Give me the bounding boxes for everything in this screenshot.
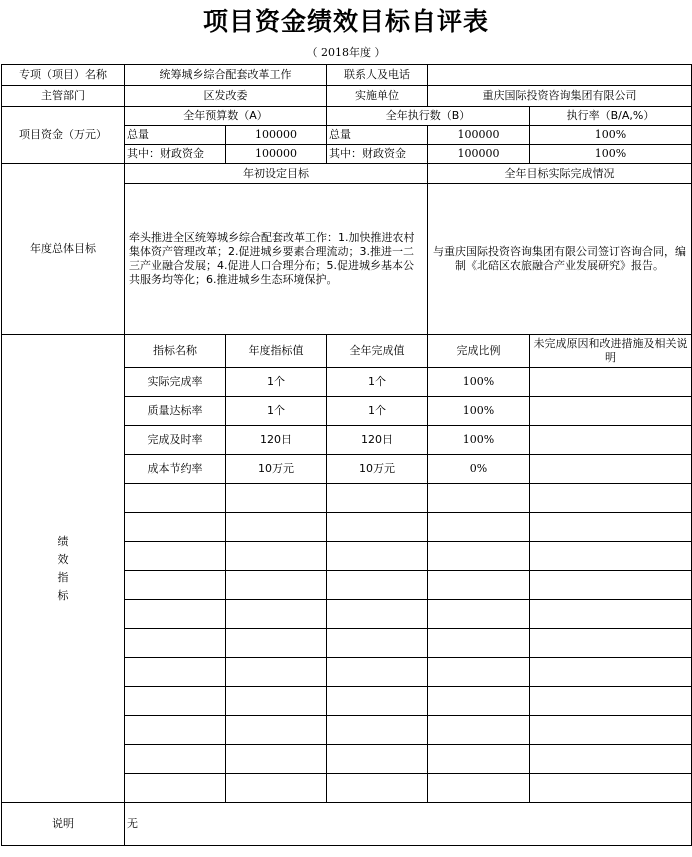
indicator-actual-header: 全年完成值	[327, 335, 428, 368]
empty-cell	[530, 600, 692, 629]
empty-cell	[125, 513, 226, 542]
empty-cell	[327, 716, 428, 745]
total-exec-value: 100000	[428, 126, 530, 145]
empty-cell	[428, 687, 530, 716]
indicator-name: 成本节约率	[125, 455, 226, 484]
annual-goal-label: 年度总体目标	[2, 164, 125, 335]
empty-cell	[226, 658, 327, 687]
empty-cell	[125, 484, 226, 513]
department-row	[2, 86, 692, 107]
empty-cell	[428, 600, 530, 629]
empty-cell	[125, 542, 226, 571]
empty-cell	[530, 774, 692, 803]
empty-cell	[125, 600, 226, 629]
indicator-actual: 10万元	[327, 455, 428, 484]
empty-cell	[226, 745, 327, 774]
empty-cell	[327, 687, 428, 716]
total-budget-value: 100000	[226, 126, 327, 145]
indicator-ratio: 100%	[428, 426, 530, 455]
project-name-row	[2, 65, 692, 86]
empty-cell	[125, 571, 226, 600]
contact-value	[428, 65, 692, 86]
empty-cell	[327, 658, 428, 687]
goal-set-text: 牵头推进全区统筹城乡综合配套改革工作：1.加快推进农村集体资产管理改革；2.促进城乡要素合理流动；3.推进一二三产业融合发展；4.促进人口合理分布；5.促进城乡基本公共服务均等化；6.推进城乡生态环境保护。	[125, 184, 428, 335]
indicator-ratio: 100%	[428, 397, 530, 426]
empty-cell	[530, 629, 692, 658]
indicator-ratio: 100%	[428, 368, 530, 397]
indicator-actual: 1个	[327, 397, 428, 426]
funds-label: 项目资金（万元）	[2, 107, 125, 164]
indicator-note	[530, 397, 692, 426]
fiscal-budget-label: 其中：财政资金	[125, 145, 226, 164]
empty-cell	[226, 716, 327, 745]
goal-header-row	[2, 164, 692, 184]
empty-cell	[327, 571, 428, 600]
budget-header: 全年预算数（A）	[125, 107, 327, 126]
empty-cell	[226, 687, 327, 716]
empty-cell	[226, 571, 327, 600]
indicator-header-row	[2, 335, 692, 368]
empty-cell	[125, 716, 226, 745]
empty-cell	[125, 658, 226, 687]
empty-cell	[327, 745, 428, 774]
indicator-target: 1个	[226, 368, 327, 397]
indicator-target: 120日	[226, 426, 327, 455]
empty-cell	[428, 658, 530, 687]
indicator-note	[530, 368, 692, 397]
empty-cell	[530, 658, 692, 687]
empty-cell	[530, 484, 692, 513]
empty-cell	[428, 571, 530, 600]
empty-cell	[327, 484, 428, 513]
indicator-actual: 1个	[327, 368, 428, 397]
indicator-ratio-header: 完成比例	[428, 335, 530, 368]
empty-cell	[226, 774, 327, 803]
indicator-target-header: 年度指标值	[226, 335, 327, 368]
total-exec-label: 总量	[327, 126, 428, 145]
form-year: （ 2018年度 ）	[306, 46, 386, 59]
indicator-name-header: 指标名称	[125, 335, 226, 368]
empty-cell	[428, 716, 530, 745]
empty-cell	[428, 484, 530, 513]
empty-cell	[530, 542, 692, 571]
indicator-name: 质量达标率	[125, 397, 226, 426]
indicators-label	[2, 335, 125, 803]
indicator-ratio: 0%	[428, 455, 530, 484]
empty-cell	[530, 513, 692, 542]
fiscal-rate-value: 100%	[530, 145, 692, 164]
empty-cell	[226, 600, 327, 629]
total-rate-value: 100%	[530, 126, 692, 145]
indicator-target: 1个	[226, 397, 327, 426]
indicator-note	[530, 455, 692, 484]
empty-cell	[428, 745, 530, 774]
empty-cell	[327, 774, 428, 803]
empty-cell	[226, 513, 327, 542]
fiscal-exec-label: 其中：财政资金	[327, 145, 428, 164]
indicator-target: 10万元	[226, 455, 327, 484]
empty-cell	[327, 542, 428, 571]
empty-cell	[327, 513, 428, 542]
empty-cell	[125, 774, 226, 803]
goal-done-text: 与重庆国际投资咨询集团有限公司签订咨询合同，编制《北碚区农旅融合产业发展研究》报告。	[428, 184, 692, 335]
fiscal-budget-value: 100000	[226, 145, 327, 164]
empty-cell	[226, 484, 327, 513]
empty-cell	[327, 600, 428, 629]
empty-cell	[530, 716, 692, 745]
implementer-label: 实施单位	[327, 86, 428, 107]
empty-cell	[125, 687, 226, 716]
remark-value: 无	[125, 803, 692, 846]
empty-cell	[530, 571, 692, 600]
empty-cell	[226, 542, 327, 571]
department-value: 区发改委	[125, 86, 327, 107]
indicator-actual: 120日	[327, 426, 428, 455]
funds-header-row	[2, 107, 692, 126]
indicator-name: 实际完成率	[125, 368, 226, 397]
indicator-note-header: 未完成原因和改进措施及相关说明	[530, 335, 692, 368]
remark-row	[2, 803, 692, 846]
project-name-value: 统筹城乡综合配套改革工作	[125, 65, 327, 86]
empty-cell	[530, 687, 692, 716]
empty-cell	[530, 745, 692, 774]
empty-cell	[428, 542, 530, 571]
goal-done-header: 全年目标实际完成情况	[428, 164, 692, 184]
indicator-note	[530, 426, 692, 455]
exec-header: 全年执行数（B）	[327, 107, 530, 126]
empty-cell	[428, 774, 530, 803]
indicators-label-text: 绩效指标	[57, 534, 69, 602]
empty-cell	[125, 745, 226, 774]
empty-cell	[226, 629, 327, 658]
total-budget-label: 总量	[125, 126, 226, 145]
form-title: 项目资金绩效目标自评表	[202, 7, 489, 36]
empty-cell	[428, 629, 530, 658]
project-name-label: 专项（项目）名称	[2, 65, 125, 86]
fiscal-exec-value: 100000	[428, 145, 530, 164]
contact-label: 联系人及电话	[327, 65, 428, 86]
rate-header: 执行率（B/A,%）	[530, 107, 692, 126]
department-label: 主管部门	[2, 86, 125, 107]
remark-label: 说明	[2, 803, 125, 846]
empty-cell	[428, 513, 530, 542]
empty-cell	[125, 629, 226, 658]
indicator-name: 完成及时率	[125, 426, 226, 455]
implementer-value: 重庆国际投资咨询集团有限公司	[428, 86, 692, 107]
empty-cell	[327, 629, 428, 658]
self-evaluation-table	[1, 64, 692, 846]
goal-set-header: 年初设定目标	[125, 164, 428, 184]
